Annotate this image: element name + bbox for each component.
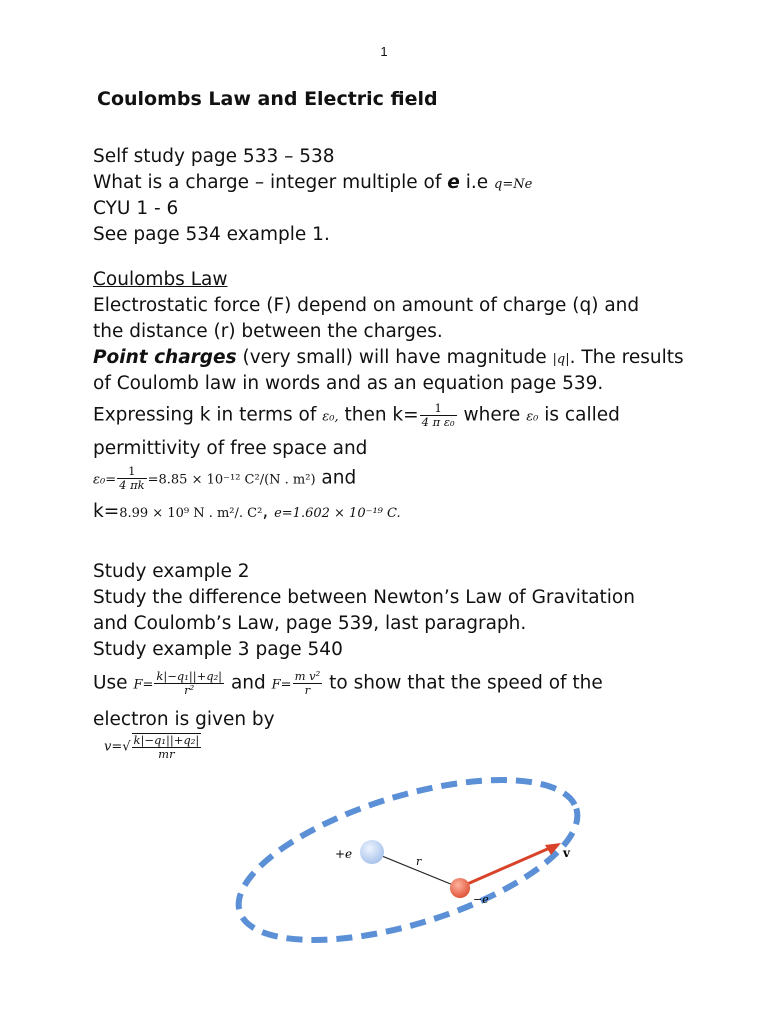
k-fraction-numerator: 1 [420,402,457,416]
k-label: k= [93,501,120,522]
and-text-2: and [225,672,272,694]
k-expression-line [93,402,620,431]
study-example-3: Study example 3 page 540 [93,639,343,660]
radius-label: r [416,855,422,868]
speed-denominator: mr [158,747,175,761]
epsilon-fraction-denominator: 4 πk [119,478,145,492]
epsilon-lhs: ε₀= [93,472,117,488]
show-text: to show that the speed of the [323,672,603,694]
epsilon-fraction [117,465,147,492]
epsilon-fraction-numerator: 1 [117,465,147,479]
proton-label: +e [335,847,353,861]
velocity-arrow [465,847,552,885]
radius-line [372,852,458,887]
speed-fraction [132,733,202,761]
k-value-line [93,499,401,527]
speed-numerator: k|−q₁||+q₂| [133,733,200,747]
epsilon-symbol-2: ε₀ [526,409,539,425]
charge-equation: q=Ne [494,177,533,192]
force-1-denominator: r² [184,683,195,697]
point-charges-text: (very small) will have magnitude [236,347,553,368]
force-2-denominator: r [304,683,311,697]
electron-label: −e [473,893,489,906]
abs-q-symbol: |q| [552,352,570,367]
page-title: Coulombs Law and Electric field [97,88,438,110]
k-value: 8.99 × 10⁹ N . m²/. C² [119,506,263,521]
body-line-2: the distance (r) between the charges. [93,321,443,342]
point-charges-term: Point charges [93,347,237,368]
comma: , [262,501,275,522]
force-2-fraction [293,670,323,697]
use-text: Use [93,672,134,694]
use-formula-line [93,670,603,699]
k-equals: then k= [338,404,419,426]
difference-line-2: and Coulomb’s Law, page 539, last paragraph. [93,613,527,634]
charge-ie: i.e [459,172,494,193]
speed-equation [104,733,202,761]
force-1-lhs: F= [133,677,154,693]
point-charges-end: . The results [569,347,684,368]
k-fraction [420,402,457,429]
coulombs-law-heading: Coulombs Law [93,269,228,290]
study-example-2: Study example 2 [93,561,250,582]
is-called-text: is called [538,404,620,426]
velocity-label: v [563,846,570,860]
epsilon-equation-line [93,465,356,494]
force-2-numerator: m v² [294,669,321,683]
k-expression-text: Expressing k in terms of [93,404,323,426]
charge-text: What is a charge – integer multiple of [93,172,448,193]
e-value: e=1.602 × 10⁻¹⁹ C. [274,506,401,521]
cyu-line: CYU 1 - 6 [93,198,179,219]
force-2-lhs: F= [271,677,292,693]
body-line-1: Electrostatic force (F) depend on amount of charge (q) and [93,295,640,316]
page-number: 1 [380,44,388,59]
orbit-diagram [215,775,585,960]
force-1-numerator: k|−q₁||+q₂| [156,669,223,683]
point-charges-line [93,345,684,373]
k-fraction-denominator: 4 π ε₀ [421,415,455,429]
electron-line: electron is given by [93,709,275,730]
and-text: and [315,467,357,489]
speed-lhs: v=√ [104,739,131,755]
proton [360,840,384,864]
permittivity-line: permittivity of free space and [93,438,368,459]
see-example-line: See page 534 example 1. [93,224,330,245]
self-study-line: Self study page 533 – 538 [93,146,335,167]
force-1-fraction [154,670,224,697]
charge-e: e [447,172,460,193]
body-line-4: of Coulomb law in words and as an equation page 539. [93,373,604,394]
orbit-path [221,775,585,960]
difference-line-1: Study the difference between Newton’s Law of Gravitation [93,587,635,608]
where-text: where [457,404,527,426]
charge-line [93,170,532,198]
electron [450,878,470,898]
epsilon-symbol: ε₀, [322,409,339,425]
epsilon-value: =8.85 × 10⁻¹² C²/(N . m²) [147,472,316,488]
